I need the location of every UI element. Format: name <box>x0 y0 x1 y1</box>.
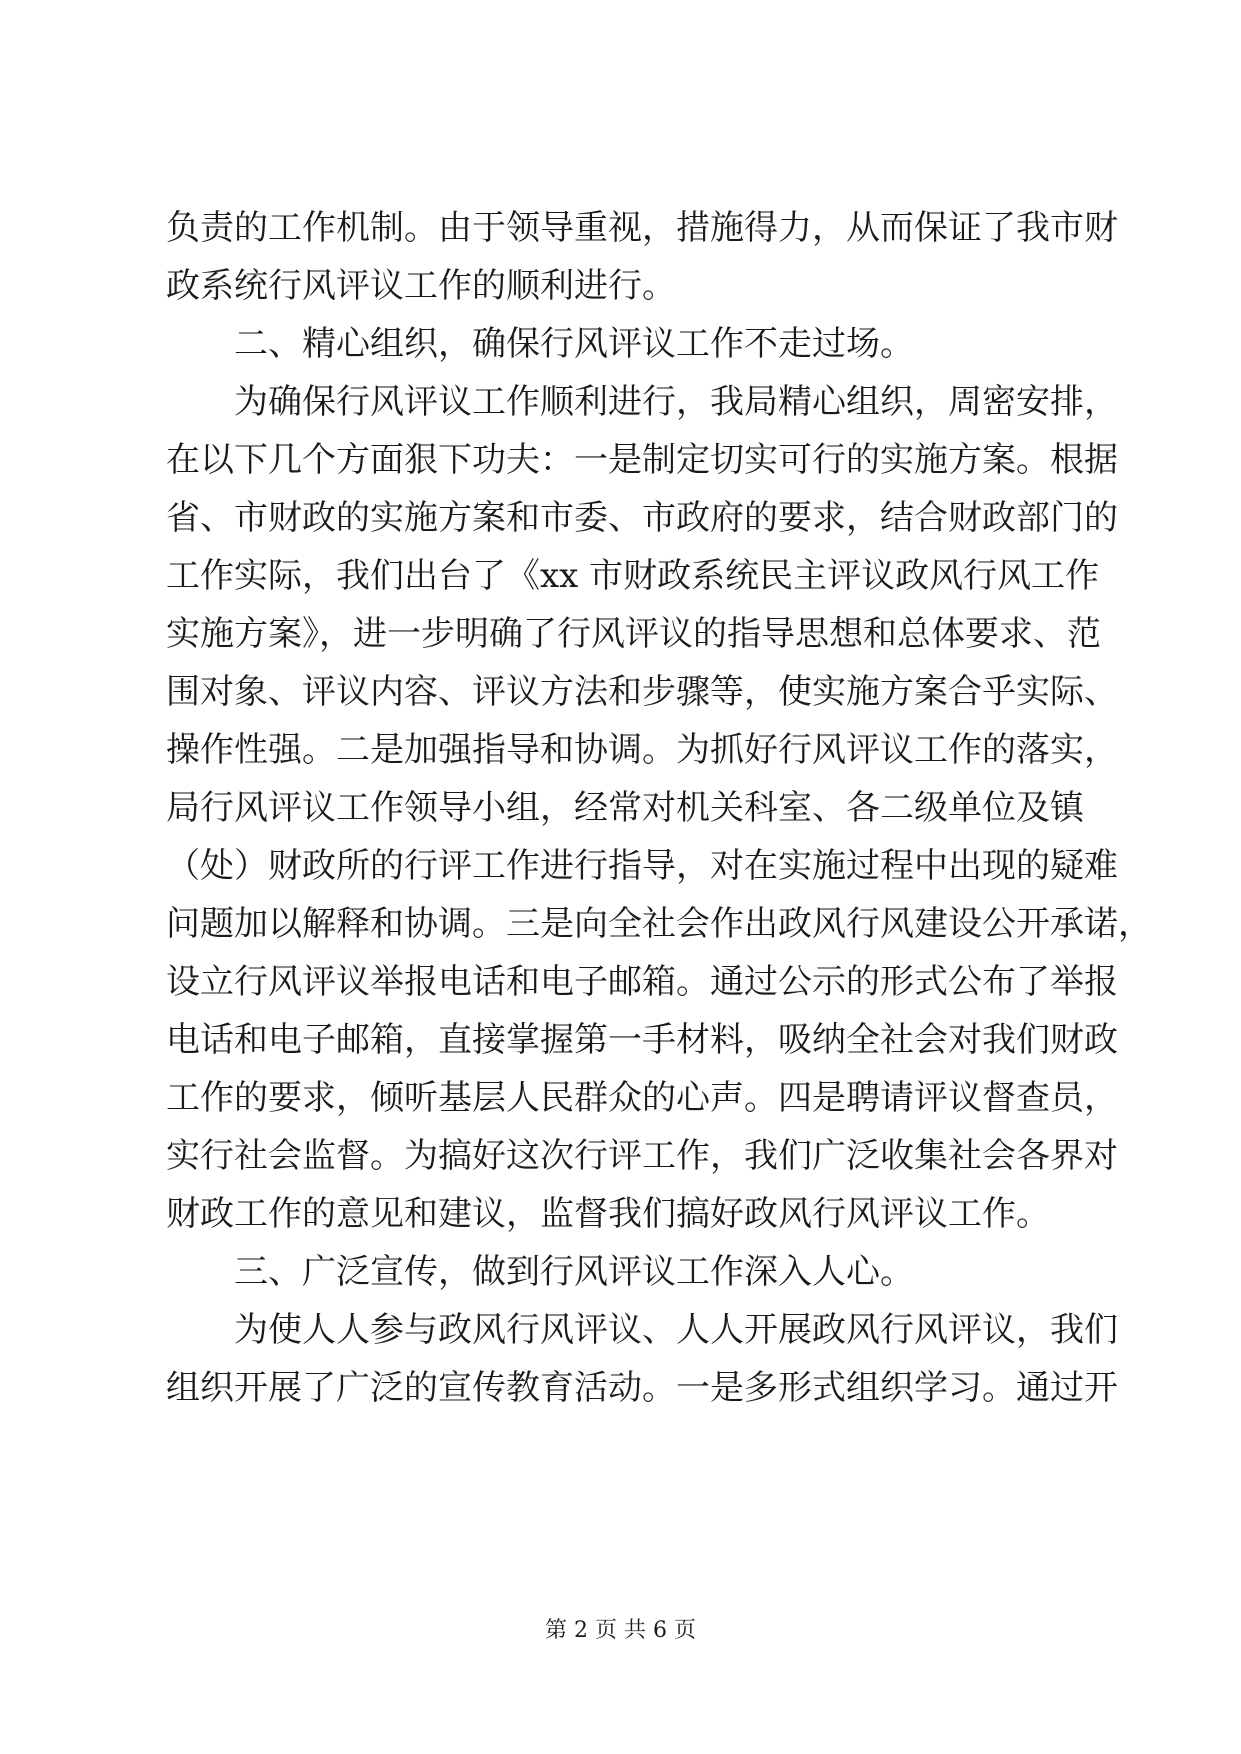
body-text-line: 局行风评议工作领导小组，经常对机关科室、各二级单位及镇 <box>166 788 1084 828</box>
page-number-footer: 第 2 页 共 6 页 <box>545 1618 696 1643</box>
body-text-line: 负责的工作机制。由于领导重视，措施得力，从而保证了我市财 <box>166 208 1118 248</box>
body-text-line: 工作实际，我们出台了《xx 市财政系统民主评议政风行风工作 <box>166 556 1100 596</box>
body-text-line: 实施方案》，进一步明确了行风评议的指导思想和总体要求、范 <box>166 614 1101 654</box>
body-text-line: 省、市财政的实施方案和市委、市政府的要求，结合财政部门的 <box>166 498 1118 538</box>
body-text-line: 设立行风评议举报电话和电子邮箱。通过公示的形式公布了举报 <box>166 962 1118 1002</box>
body-text-line: 政系统行风评议工作的顺利进行。 <box>166 266 676 306</box>
body-text-line: 工作的要求，倾听基层人民群众的心声。四是聘请评议督查员， <box>166 1078 1118 1118</box>
body-text-line: 问题加以解释和协调。三是向全社会作出政风行风建设公开承诺， <box>166 904 1152 944</box>
body-text-line: 电话和电子邮箱，直接掌握第一手材料，吸纳全社会对我们财政 <box>166 1020 1118 1060</box>
body-text-line: 围对象、评议内容、评议方法和步骤等，使实施方案合乎实际、 <box>166 672 1118 712</box>
body-text-line: 财政工作的意见和建议，监督我们搞好政风行风评议工作。 <box>166 1194 1050 1234</box>
body-text-line: 在以下几个方面狠下功夫：一是制定切实可行的实施方案。根据 <box>166 440 1118 480</box>
section-heading: 二、精心组织，确保行风评议工作不走过场。 <box>234 324 914 364</box>
body-text-line: 操作性强。二是加强指导和协调。为抓好行风评议工作的落实， <box>166 730 1118 770</box>
body-text-line: 为确保行风评议工作顺利进行，我局精心组织，周密安排， <box>234 382 1118 422</box>
body-text-line: 实行社会监督。为搞好这次行评工作，我们广泛收集社会各界对 <box>166 1136 1118 1176</box>
body-text-line: 为使人人参与政风行风评议、人人开展政风行风评议，我们 <box>234 1310 1118 1350</box>
body-text-line: （处）财政所的行评工作进行指导，对在实施过程中出现的疑难 <box>166 846 1118 886</box>
section-heading: 三、广泛宣传，做到行风评议工作深入人心。 <box>234 1252 914 1292</box>
body-text-line: 组织开展了广泛的宣传教育活动。一是多形式组织学习。通过开 <box>166 1368 1118 1408</box>
